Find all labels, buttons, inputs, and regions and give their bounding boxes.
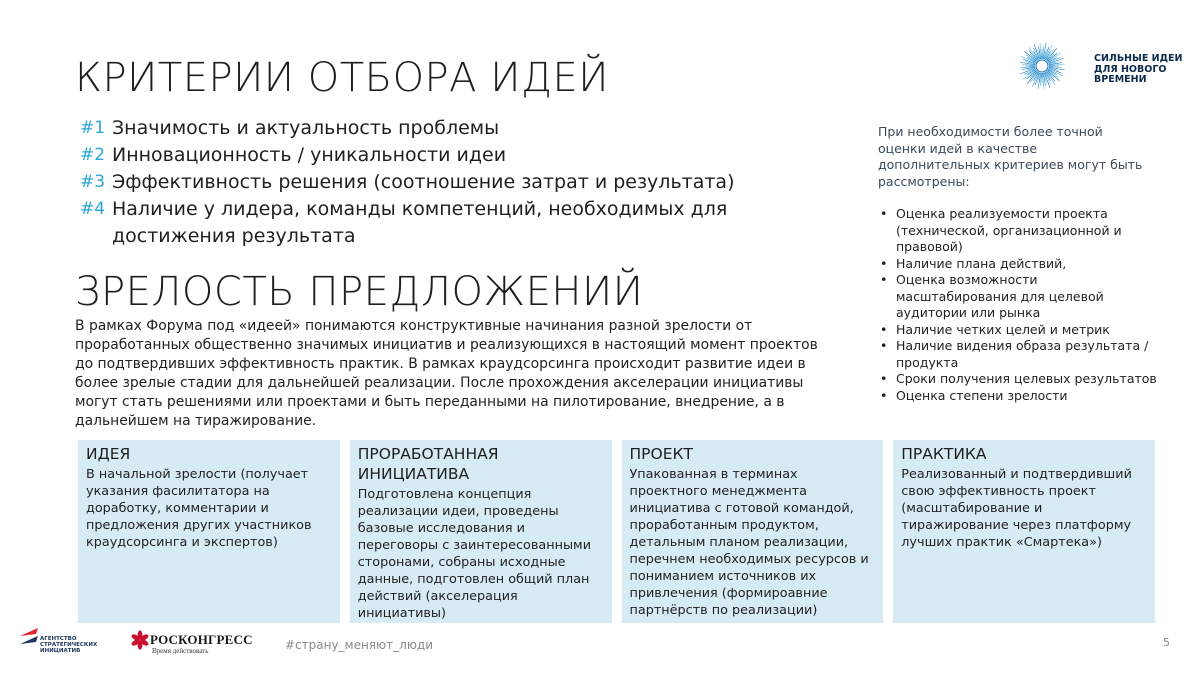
list-item: • Наличие видения образа результата / продукта (878, 338, 1158, 371)
page-number: 5 (1163, 636, 1170, 649)
criteria-text: Значимость и актуальность проблемы (112, 117, 500, 139)
criteria-list (80, 115, 820, 250)
criteria-item (80, 142, 820, 169)
list-item: • Сроки получения целевых результатов (878, 371, 1158, 388)
card-title: ПРОЕКТ (629, 445, 693, 463)
criteria-number: #3 (80, 172, 106, 192)
roscongress-flower-icon (130, 630, 150, 650)
criteria-number: #4 (80, 199, 106, 219)
criteria-text: Наличие у лидера, команды компетенций, необходимых для достижения результата (112, 198, 728, 247)
logo-center-circle (1036, 60, 1048, 72)
card-text: Подготовлена концепция реализации идеи, проведены базовые исследования и переговоры с заинтересованными сторонами, собраны исходные данные, подготовлен общий план действий (акселерация инициативы) (357, 487, 592, 621)
side-criteria-list (878, 206, 1158, 404)
card-text: Упакованная в терминах проектного менеджмента инициатива с готовой командой, проработанным продуктом, детальным планом реализации, перечнем необходимых ресурсов и пониманием источников их привлечения (формироавние партнёрств по реализации) (629, 467, 869, 618)
list-item: • Наличие плана действий, (878, 256, 1158, 273)
logo-ray (1046, 72, 1055, 85)
card-title: ПРАКТИКА (901, 445, 987, 463)
card-title: ПРОРАБОТАННАЯ ИНИЦИАТИВА (357, 445, 499, 483)
criteria-number: #1 (80, 118, 106, 138)
card-text: В начальной зрелости (получает указания фасилитатора на доработку, комментарии и предложения других участников краудсорсинга и экспертов) (86, 467, 312, 550)
card-text: Реализованный и подтвердивший свою эффективность проект (масштабирование и тиражирование через платформу лучших практик «Смартека») (901, 467, 1132, 550)
asi-logo-text: АГЕНТСТВО СТРАТЕГИЧЕСКИХ ИНИЦИАТИВ (40, 636, 98, 654)
stage-card-practice (893, 440, 1155, 623)
list-item: • Оценка реализуемости проекта (технической, организационной и правовой) (878, 206, 1158, 256)
page-title-criteria: КРИТЕРИИ ОТБОРА ИДЕЙ (75, 55, 609, 101)
logo-ray (1029, 47, 1038, 60)
stage-card-idea (78, 440, 340, 623)
criteria-item (80, 115, 820, 142)
roscongress-tagline: Время действовать (152, 647, 209, 655)
logo-ray (1023, 70, 1036, 79)
logo-text: СИЛЬНЫЕ ИДЕИ ДЛЯ НОВОГО ВРЕМЕНИ (1094, 53, 1183, 85)
logo-ray (1048, 53, 1061, 62)
roscongress-logo-text: РОСКОНГРЕСС (150, 632, 253, 647)
page-title-maturity: ЗРЕЛОСТЬ ПРЕДЛОЖЕНИЙ (75, 269, 644, 315)
criteria-item (80, 169, 820, 196)
criteria-text: Эффективность решения (соотношение затрат и результата) (112, 171, 735, 193)
criteria-item (80, 196, 820, 250)
card-title: ИДЕЯ (86, 445, 131, 463)
side-intro: При необходимости более точной оценки идей в качестве дополнительных критериев могут быть рассмотрены: (878, 124, 1143, 189)
list-item: • Наличие четких целей и метрик (878, 322, 1158, 339)
criteria-text: Инновационность / уникальности идеи (112, 144, 507, 166)
hashtag: #страну_меняют_люди (285, 638, 434, 652)
stage-card-project (622, 440, 884, 623)
stage-card-initiative (350, 440, 612, 623)
maturity-description: В рамках Форума под «идеей» понимаются конструктивные начинания разной зрелости от проработанных общественно значимых инициатив и реализующихся в настоящий момент проектов до подтвердивших эффективность практик. В рамках краудсорсинга происходит развитие идеи в более зрелые стадии для дальнейшей реализации. После прохождения акселерации инициативы могут стать решениями или проектами и быть переданными на пилотирование, внедрение, а в дальнейшем на тиражирование. (75, 318, 818, 429)
list-item: • Оценка возможности масштабирования для целевой аудитории или рынка (878, 272, 1158, 322)
list-item: • Оценка степени зрелости (878, 388, 1158, 405)
maturity-stages (78, 440, 1155, 623)
criteria-number: #2 (80, 145, 106, 165)
